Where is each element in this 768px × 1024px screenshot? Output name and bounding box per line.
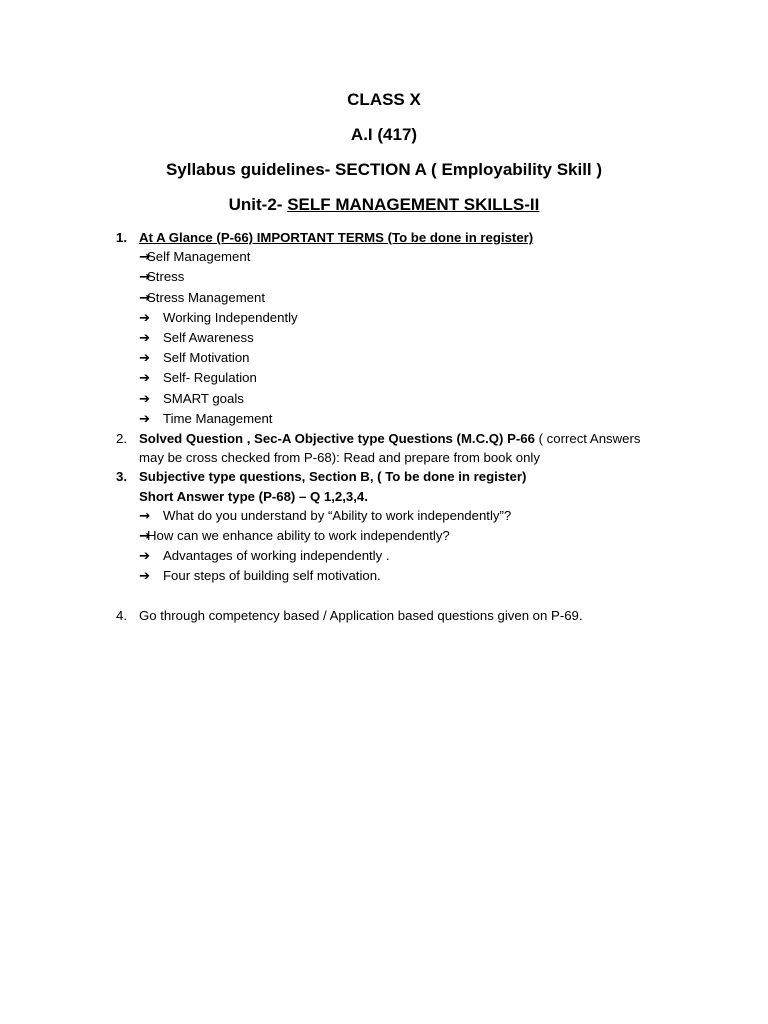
question-row bbox=[139, 566, 716, 586]
term-row bbox=[139, 368, 716, 388]
arrow-right-icon: ➔ bbox=[139, 351, 151, 367]
unit-heading bbox=[0, 194, 768, 216]
guidelines-heading: Syllabus guidelines- SECTION A ( Employability Skill ) bbox=[165, 160, 603, 179]
question-row bbox=[139, 526, 716, 546]
question-label: What do you understand by “Ability to work independently”? bbox=[163, 507, 512, 523]
list-item-3 bbox=[116, 467, 716, 586]
item-text: Go through competency based / Application based questions given on P-69. bbox=[139, 607, 583, 623]
item-title-rest: ( correct Answers bbox=[534, 431, 641, 447]
term-label: Stress Management bbox=[147, 289, 266, 305]
question-label: Four steps of building self motivation. bbox=[163, 568, 381, 584]
term-label: SMART goals bbox=[163, 390, 244, 406]
syllabus-list bbox=[116, 228, 716, 625]
arrow-right-icon: ➔ bbox=[139, 331, 151, 347]
blank-line bbox=[116, 587, 716, 606]
item-number: 4. bbox=[116, 607, 127, 623]
term-row bbox=[139, 267, 716, 287]
arrow-right-icon: → bbox=[139, 508, 151, 524]
question-label: How can we enhance ability to work independently? bbox=[147, 528, 450, 544]
question-row bbox=[139, 506, 716, 526]
item-number: 3. bbox=[116, 469, 127, 485]
item-subtitle: Short Answer type (P-68) – Q 1,2,3,4. bbox=[139, 488, 368, 504]
term-label: Working Independently bbox=[163, 309, 298, 325]
class-heading: CLASS X bbox=[347, 90, 421, 109]
list-item-2 bbox=[116, 429, 716, 467]
term-label: Self Management bbox=[147, 249, 251, 265]
item-title: Subjective type questions, Section B, ( To be done in register) bbox=[139, 469, 527, 485]
term-row bbox=[139, 348, 716, 368]
term-row bbox=[139, 288, 716, 308]
list-item-1 bbox=[116, 228, 716, 429]
unit-title: SELF MANAGEMENT SKILLS-II bbox=[287, 195, 540, 214]
term-row bbox=[139, 389, 716, 409]
arrow-right-icon: → bbox=[139, 529, 151, 545]
list-item-4 bbox=[116, 606, 716, 625]
question-row bbox=[139, 546, 716, 566]
arrow-right-icon: ➔ bbox=[139, 391, 151, 407]
term-row bbox=[139, 409, 716, 429]
arrow-right-icon: ➔ bbox=[139, 569, 151, 585]
term-label: Self- Regulation bbox=[163, 370, 257, 386]
arrow-right-icon: ➔ bbox=[139, 411, 151, 427]
arrow-right-icon: → bbox=[139, 270, 151, 286]
item-title: At A Glance (P-66) IMPORTANT TERMS (To be done in register) bbox=[139, 230, 534, 245]
arrow-right-icon: → bbox=[139, 290, 151, 306]
term-label: Time Management bbox=[163, 410, 273, 426]
term-label: Self Awareness bbox=[163, 330, 254, 346]
term-label: Stress bbox=[147, 269, 185, 285]
term-row bbox=[139, 328, 716, 348]
arrow-right-icon: → bbox=[139, 250, 151, 266]
arrow-right-icon: ➔ bbox=[139, 549, 151, 565]
item-number: 2. bbox=[116, 431, 127, 447]
unit-prefix: Unit-2- bbox=[228, 195, 288, 214]
term-row bbox=[139, 247, 716, 267]
subject-heading: A.I (417) bbox=[350, 125, 418, 144]
item-number: 1. bbox=[116, 230, 127, 245]
term-row bbox=[139, 308, 716, 328]
item-continuation: may be cross checked from P-68): Read and prepare from book only bbox=[139, 450, 540, 466]
arrow-right-icon: ➔ bbox=[139, 310, 151, 326]
term-label: Self Motivation bbox=[163, 350, 250, 366]
item-title-bold: Solved Question , Sec-A Objective type Questions (M.C.Q) P-66 bbox=[139, 431, 535, 447]
question-label: Advantages of working independently . bbox=[163, 548, 390, 564]
arrow-right-icon: ➔ bbox=[139, 371, 151, 387]
item-title bbox=[139, 429, 716, 448]
